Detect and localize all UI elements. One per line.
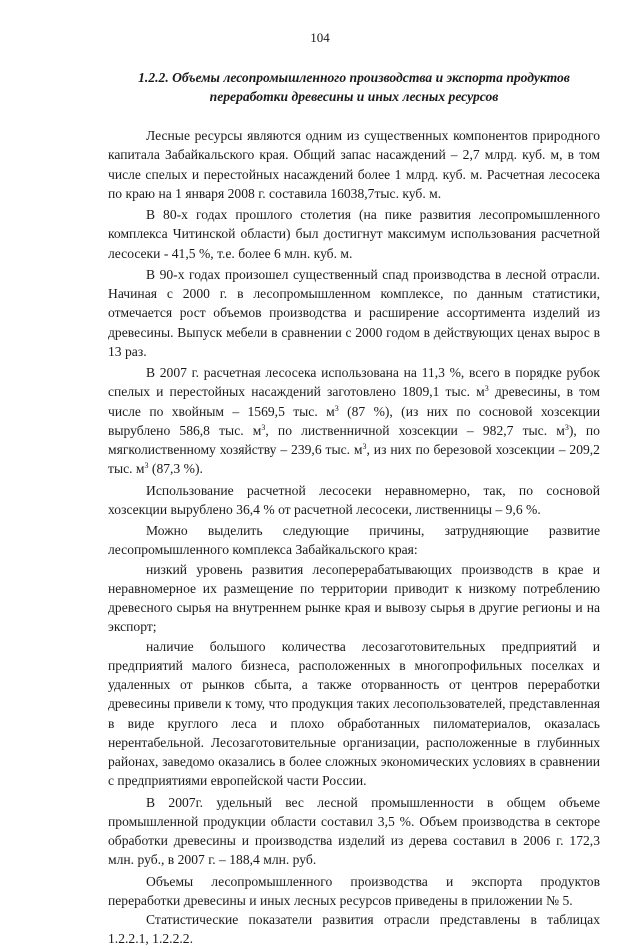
harvest-text-e: ), по мягколиственному хозяйству – 239,6 тыс. м xyxy=(108,422,600,457)
paragraph-forest-resources: Лесные ресурсы являются одним из существенных компонентов природного капитала Забайкальского края. Общий запас насаждений – 2,7 млрд. куб. м, в том числе спелых и перестойных насаждений более 1 млрд. куб. м. Расчетная лесосека по краю на 1 января 2008 г. составила 16038,7тыс. куб. м. xyxy=(108,128,600,201)
cubic-superscript: 3 xyxy=(144,461,149,471)
paragraph-80s-peak: В 80-х годах прошлого столетия (на пике развития лесопромышленного комплекса Читинской области) был достигнут максимум использования расчетной лесосеки - 41,5 %, т.е. более 6 млн. куб. м. xyxy=(108,207,600,261)
section-heading-line-1: 1.2.2. Объемы лесопромышленного производства и экспорта продуктов xyxy=(138,70,570,85)
harvest-text-c: (87 %), (из них по сосновой хозсекции вырублено 586,8 тыс. м xyxy=(108,403,601,438)
body-text xyxy=(108,126,600,949)
cubic-superscript: 3 xyxy=(564,422,569,432)
harvest-text-f: , из них по березовой хозсекции – 209,2 тыс. м xyxy=(108,442,600,477)
cubic-superscript: 3 xyxy=(362,442,367,451)
page-number: 104 xyxy=(310,30,330,45)
paragraph-2007-share: В 2007г. удельный вес лесной промышленности в общем объеме промышленной продукции области составил 3,5 %. Объем производства в секторе обработки древесины и производства изделий из дерева составил в 2006 г. 172,3 млн. руб., в 2007 г. – 188,4 млн. руб. xyxy=(108,794,600,868)
cubic-superscript: 3 xyxy=(334,403,339,413)
harvest-text-b: древесины, в том числе по хвойным – 1569,5 тыс. м xyxy=(108,384,600,419)
cubic-superscript: 3 xyxy=(261,422,266,432)
harvest-text-d: , по лиственничной хозсекции – 982,7 тыс. м xyxy=(265,422,565,438)
paragraph-tables-reference: Статистические показатели развития отрасли представлены в таблицах 1.2.2.1, 1.2.2.2. xyxy=(108,912,600,947)
paragraph-2007-harvest xyxy=(108,363,600,479)
harvest-text-a: В 2007 г. расчетная лесосека использована на 11,3 %, всего в порядке рубок спелых и перестойных насаждений заготовлено 1809,1 тыс. м xyxy=(108,365,600,400)
paragraph-90s-decline: В 90-х годах произошел существенный спад производства в лесной отрасли. Начиная с 2000 г. в лесопромышленном комплексе, по данным статистики, отмечается рост объемов производства и расширение ассортимента изделий из древесины. Выпуск мебели в сравнении с 2000 годом в действующих ценах вырос в 13 раз. xyxy=(108,266,600,359)
paragraph-uneven-use: Использование расчетной лесосеки неравномерно, так, по сосновой хозсекции вырублено 36,4 % от расчетной лесосеки, лиственницы – 9,6 %. xyxy=(108,482,600,517)
cubic-superscript: 3 xyxy=(484,384,489,394)
paragraph-cause-low-processing: низкий уровень развития лесоперерабатывающих производств в крае и неравномерное их размещение по территории приводит к низкому потреблению древесного сырья на внутреннем рынке края и вывозу сырья в другие регионы и на экспорт; xyxy=(108,561,600,635)
paragraph-appendix-reference: Объемы лесопромышленного производства и экспорта продуктов переработки древесины и иных лесных ресурсов приведены в приложении № 5. xyxy=(108,873,600,908)
paragraph-causes-intro: Можно выделить следующие причины, затрудняющие развитие лесопромышленного комплекса Забайкальского края: xyxy=(108,523,600,558)
section-heading-line-2: переработки древесины и иных лесных ресурсов xyxy=(209,89,499,104)
paragraph-cause-small-enterprises: наличие большого количества лесозаготовительных предприятий и предприятий малого бизнеса, расположенных в многопрофильных поселках и удаленных от рынков сбыта, а также оторванность от центров переработки древесины привели к тому, что продукция таких лесопользователей, представленная в виде круглого леса и плохо обработанных пиломатериалов, оказалась нерентабельной. Лесозаготовительные организации, расположенные в глубинных районах, заведомо оказались в более сложных экономических условиях в сравнении с предприятиями европейской части России. xyxy=(108,638,600,789)
section-heading xyxy=(108,68,600,106)
harvest-text-g: (87,3 %). xyxy=(148,461,203,477)
